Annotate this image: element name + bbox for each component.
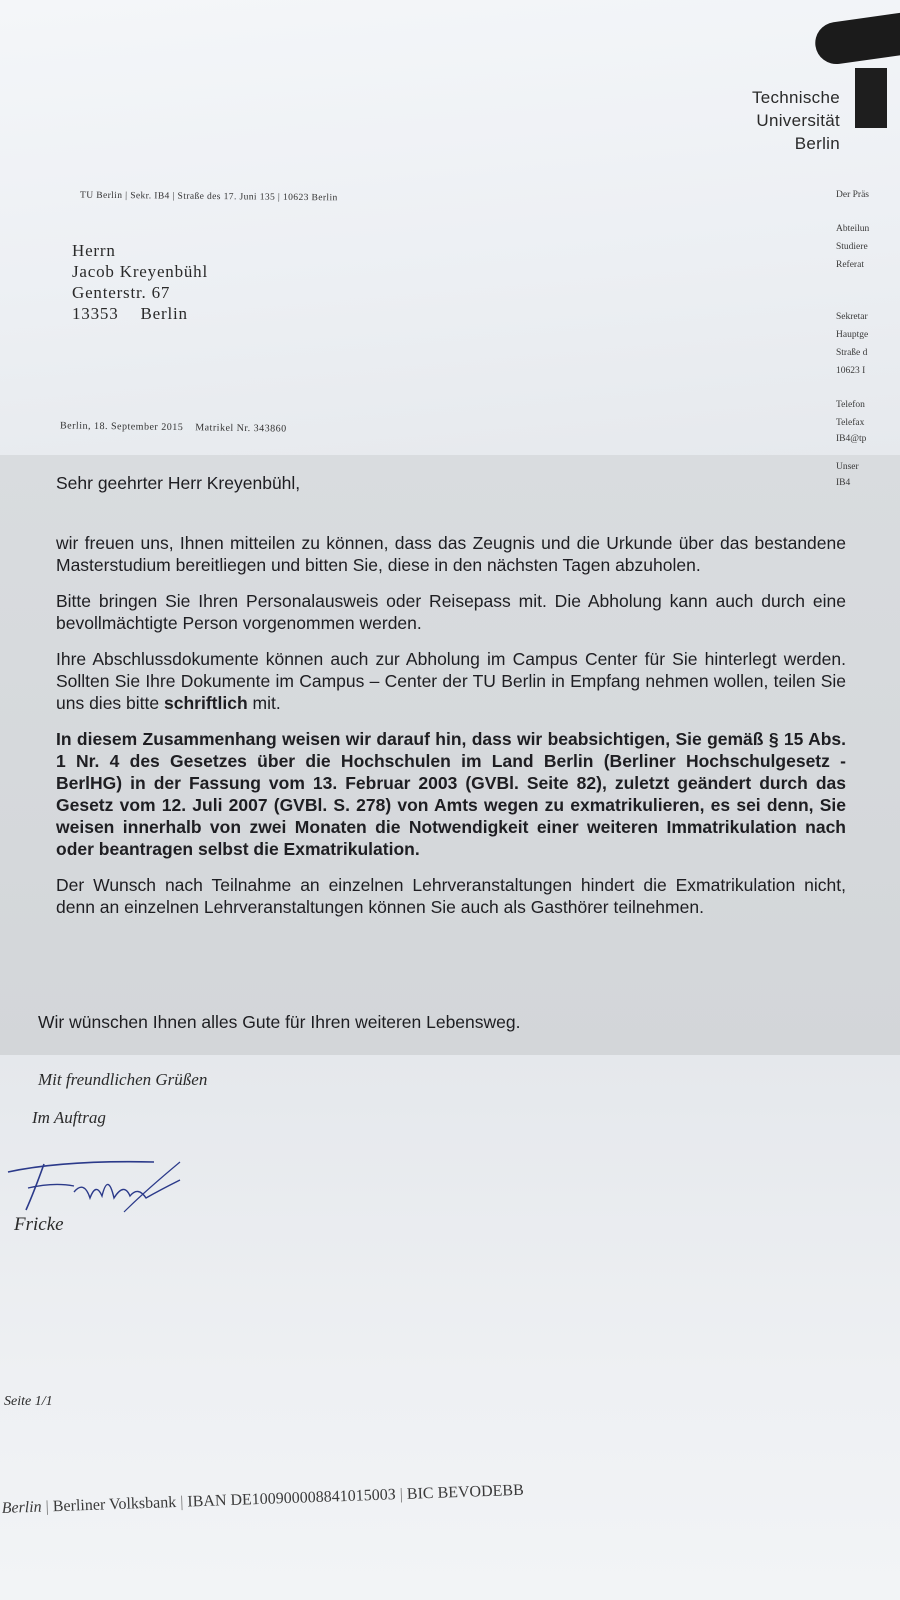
footer-city: Berlin bbox=[1, 1498, 42, 1518]
address-street: Genterstr. 67 bbox=[72, 283, 171, 302]
right-column-item: Abteilun bbox=[836, 224, 870, 234]
right-column-item: Straße d bbox=[836, 348, 868, 358]
address-name: Jacob Kreyenbühl bbox=[72, 262, 209, 281]
logo-line-2: Universität bbox=[756, 111, 840, 130]
footer-bank: Berliner Volksbank bbox=[52, 1493, 177, 1516]
right-column-item: Referat bbox=[836, 260, 864, 270]
right-column-item: Unser bbox=[836, 462, 859, 472]
on-behalf: Im Auftrag bbox=[32, 1108, 106, 1127]
right-column-item: Hauptge bbox=[836, 330, 869, 340]
logo-line-3: Berlin bbox=[794, 134, 840, 153]
right-column-item: Telefon bbox=[836, 400, 865, 410]
matrikel-number: Matrikel Nr. 343860 bbox=[195, 422, 287, 435]
right-column-item: 10623 I bbox=[836, 366, 866, 376]
signer-name: Fricke bbox=[14, 1214, 64, 1235]
paragraph-1: wir freuen uns, Ihnen mitteilen zu können, dass das Zeugnis und die Urkunde über das bestandene Masterstudium bereitliegen und bitten Sie, diese in den nächsten Tagen abzuholen. bbox=[56, 533, 846, 575]
bank-footer: Berlin | Berliner Volksbank | IBAN DE10090000884101500З | BIC BEVODEBB bbox=[1, 1481, 525, 1518]
tu-logo-bar bbox=[855, 68, 887, 128]
paragraph-3-end: mit. bbox=[252, 693, 281, 713]
page-number: Seite 1/1 bbox=[4, 1394, 53, 1409]
university-logo-text bbox=[600, 86, 840, 155]
right-column-item: IB4 bbox=[836, 478, 851, 488]
right-column-item: Der Präs bbox=[836, 190, 869, 200]
letter-date: Berlin, 18. September 2015 bbox=[59, 420, 184, 434]
paragraph-5: Der Wunsch nach Teilnahme an einzelnen Lehrveranstaltungen hindert die Exmatrikulation nicht, denn an einzelnen Lehrveranstaltungen können Sie auch als Gasthörer teilnehmen. bbox=[56, 875, 846, 917]
letter-body bbox=[56, 472, 846, 932]
recipient-address bbox=[72, 240, 208, 324]
greeting: Mit freundlichen Grüßen bbox=[38, 1070, 208, 1089]
address-salutation: Herrn bbox=[72, 241, 116, 260]
letter-salutation: Sehr geehrter Herr Kreyenbühl, bbox=[56, 473, 301, 493]
paragraph-2: Bitte bringen Sie Ihren Personalausweis oder Reisepass mit. Die Abholung kann auch durch eine bevollmächtigte Person vorgenommen werden. bbox=[56, 591, 846, 633]
right-column-item: Telefax bbox=[836, 418, 865, 428]
paragraph-3-emphasis: schriftlich bbox=[164, 693, 248, 713]
right-column-item: IB4@tp bbox=[836, 434, 867, 444]
paper-lower-panel bbox=[0, 1055, 900, 1600]
address-zip: 13353 bbox=[72, 304, 119, 323]
footer-iban: IBAN DE10090000884101500З bbox=[187, 1486, 396, 1511]
paragraph-4-legal-notice: In diesem Zusammenhang weisen wir darauf hin, dass wir beabsichtigen, Sie gemäß § 15 Abs. 1 Nr. 4 des Gesetzes über die Hochschulen im Land Berlin (Berliner Hochschulgesetz - BerlHG) in der Fassung vom 13. Februar 2003 (GVBl. Seite 82), zuletzt geändert durch das Gesetz vom 12. Juli 2007 (GVBl. S. 278) von Amts wegen zu exmatrikulieren, es sei denn, Sie weisen innerhalb von zwei Monaten die Notwendigkeit einer weiteren Immatrikulation nach oder beantragen selbst die Exmatrikulation. bbox=[56, 729, 846, 859]
closing-wish: Wir wünschen Ihnen alles Gute für Ihren weiteren Lebensweg. bbox=[38, 1012, 521, 1032]
logo-line-1: Technische bbox=[751, 88, 840, 107]
paper-upper-panel bbox=[0, 0, 900, 455]
footer-bic: BIC BEVODEBB bbox=[406, 1481, 525, 1503]
paragraph-3-text: Ihre Abschlussdokumente können auch zur Abholung im Campus Center für Sie hinterlegt werden. Sollten Sie Ihre Dokumente im Campus – Center der TU Berlin in Empfang nehmen wollen, teilen Sie uns dies bitte bbox=[56, 649, 846, 713]
address-city: Berlin bbox=[140, 304, 188, 323]
right-column-item: Studiere bbox=[836, 242, 868, 252]
address-city-line bbox=[72, 303, 208, 324]
paragraph-3 bbox=[56, 648, 846, 714]
right-column-item: Sekretar bbox=[836, 312, 868, 322]
sender-return-address: TU Berlin | Sekr. IB4 | Straße des 17. Juni 135 | 10623 Berlin bbox=[79, 190, 338, 204]
handwritten-signature bbox=[4, 1152, 204, 1222]
